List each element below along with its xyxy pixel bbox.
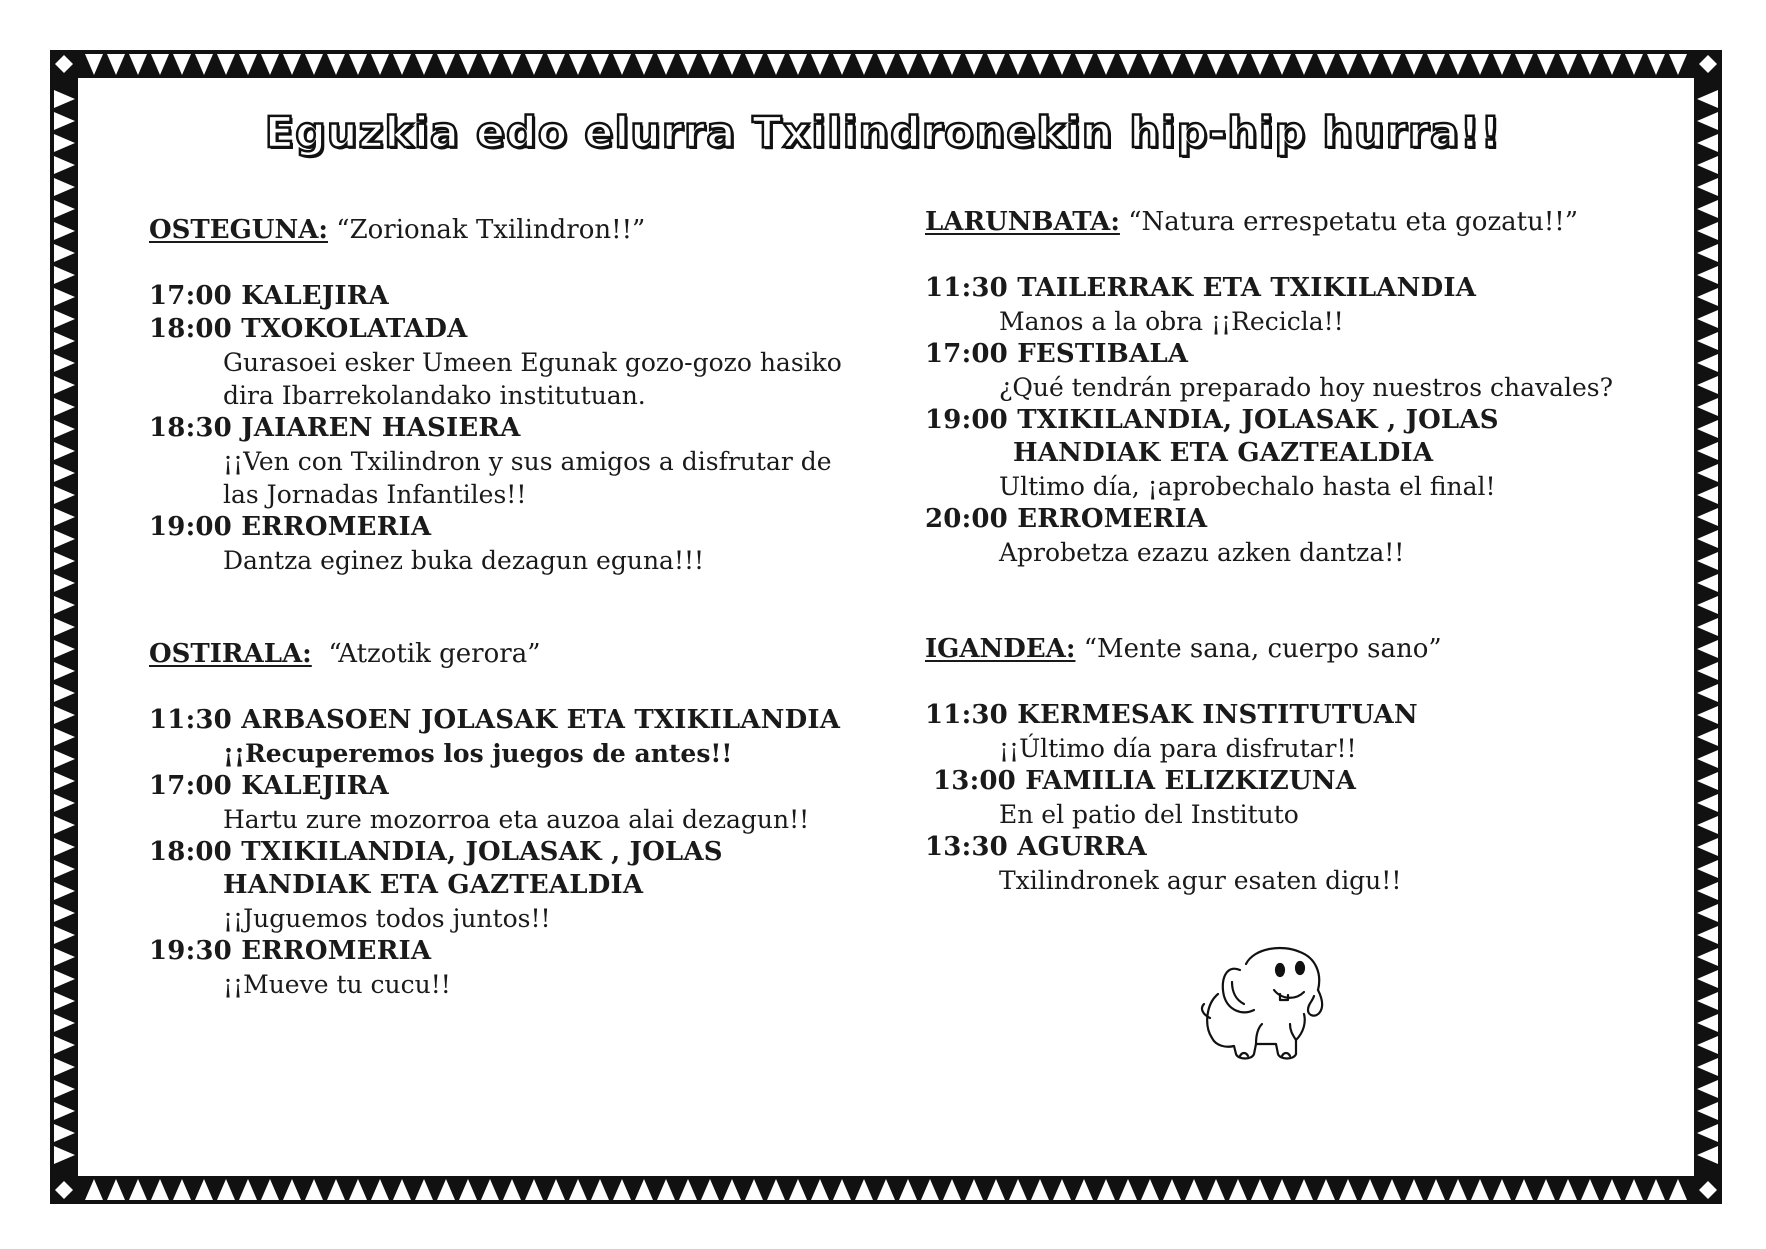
event-description: Gurasoei esker Umeen Egunak gozo-gozo hasiko dira Ibarrekolandako institutuan. xyxy=(223,348,842,410)
event-description: ¡¡Mueve tu cucu!! xyxy=(223,970,451,999)
day-motto: “Atzotik gerora” xyxy=(328,639,541,669)
day-motto: “Natura errespetatu eta gozatu!!” xyxy=(1128,207,1579,237)
event-title: 17:00 FESTIBALA xyxy=(925,339,1189,369)
event-list xyxy=(925,699,1645,897)
elephant-illustration xyxy=(1196,934,1336,1064)
event-list xyxy=(149,280,869,577)
day-section-thursday xyxy=(149,214,869,577)
event-title: 19:30 ERROMERIA xyxy=(149,936,432,966)
day-heading xyxy=(149,214,869,247)
event-title: 18:30 JAIAREN HASIERA xyxy=(149,413,521,443)
event-description: En el patio del Instituto xyxy=(999,800,1299,829)
event-description: Manos a la obra ¡¡Recicla!! xyxy=(999,307,1344,336)
event-title: 11:30 KERMESAK INSTITUTUAN xyxy=(925,700,1418,730)
day-section-friday xyxy=(149,638,869,1001)
day-name: IGANDEA: xyxy=(925,634,1076,664)
event-description: Txilindronek agur esaten digu!! xyxy=(999,866,1402,895)
event-title: 13:30 AGURRA xyxy=(925,832,1147,862)
event-description: Ultimo día, ¡aprobechalo hasta el final! xyxy=(999,472,1496,501)
day-heading xyxy=(925,206,1645,239)
event-description: Dantza eginez buka dezagun eguna!!! xyxy=(223,546,705,575)
event-title-line: 19:00 TXIKILANDIA, JOLASAK , JOLAS xyxy=(925,405,1499,435)
day-name: OSTEGUNA: xyxy=(149,215,329,245)
event-title: 11:30 ARBASOEN JOLASAK ETA TXIKILANDIA xyxy=(149,705,841,735)
day-name: LARUNBATA: xyxy=(925,207,1120,237)
day-section-saturday xyxy=(925,206,1645,569)
event-title-continuation: HANDIAK ETA GAZTEALDIA xyxy=(1013,438,1434,468)
event-title: 18:00 TXOKOLATADA xyxy=(149,314,468,344)
event-list xyxy=(149,704,869,1001)
event-description: ¡¡Juguemos todos juntos!! xyxy=(223,904,551,933)
day-heading xyxy=(925,633,1645,666)
event-description: Hartu zure mozorroa eta auzoa alai dezagun!! xyxy=(223,805,810,834)
day-section-sunday xyxy=(925,633,1645,897)
event-title xyxy=(925,404,1645,470)
event-list xyxy=(925,272,1645,569)
day-motto: “Zorionak Txilindron!!” xyxy=(336,215,646,245)
event-title: 17:00 KALEJIRA xyxy=(149,281,389,311)
event-description: ¡¡Recuperemos los juegos de antes!! xyxy=(223,739,733,768)
event-title-line: 18:00 TXIKILANDIA, JOLASAK , JOLAS xyxy=(149,837,723,867)
event-title: 19:00 ERROMERIA xyxy=(149,512,432,542)
event-title: 20:00 ERROMERIA xyxy=(925,504,1208,534)
page-title: Eguzkia edo elurra Txilindronekin hip-hip hurra!! xyxy=(264,108,1502,158)
event-title: 17:00 KALEJIRA xyxy=(149,771,389,801)
event-title: 11:30 TAILERRAK ETA TXIKILANDIA xyxy=(925,273,1477,303)
event-title-continuation: HANDIAK ETA GAZTEALDIA xyxy=(223,870,644,900)
day-motto: “Mente sana, cuerpo sano” xyxy=(1083,634,1442,664)
event-description: Aprobetza ezazu azken dantza!! xyxy=(999,538,1405,567)
event-title xyxy=(149,836,869,902)
event-title: 13:00 FAMILIA ELIZKIZUNA xyxy=(933,766,1357,796)
day-name: OSTIRALA: xyxy=(149,639,312,669)
event-description: ¡¡Último día para disfrutar!! xyxy=(999,734,1357,763)
event-description: ¿Qué tendrán preparado hoy nuestros chavales? xyxy=(999,373,1614,402)
day-heading xyxy=(149,638,869,671)
event-description: ¡¡Ven con Txilindron y sus amigos a disfrutar de las Jornadas Infantiles!! xyxy=(223,447,832,509)
